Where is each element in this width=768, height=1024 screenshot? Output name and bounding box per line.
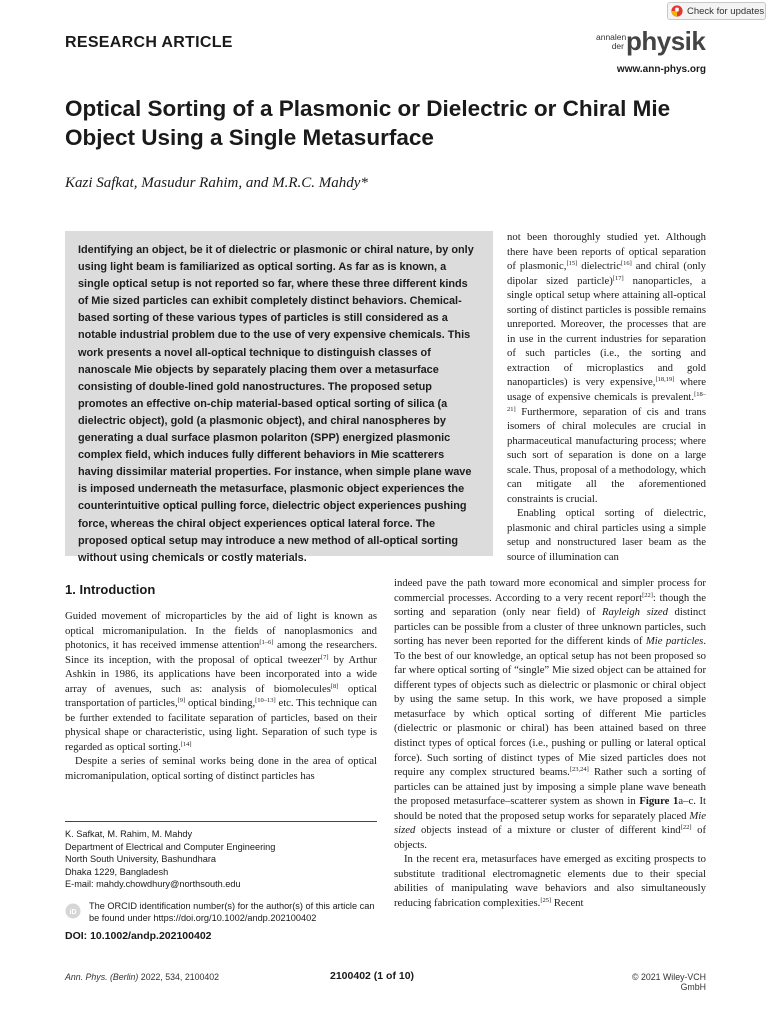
affiliation-block (65, 828, 377, 891)
intro-paragraph-2: Despite a series of seminal works being done in the area of optical micromanipulation, optical sorting of distinct particles has (65, 755, 377, 783)
abstract-text: Identifying an object, be it of dielectric or plasmonic or chiral nature, by only using light beam is familiarized as optical sorting. As far as is known, a single optical setup is not reported so far, where these three different kinds of Mie sized particles can exhibit completely distinct behaviors. Chemical-based sorting of these various types of particles is still considered as a notable industrial problem due to the use of very expensive chemicals. This work presents a novel all-optical technique to distinguish classes of nanoscale Mie objects by separately placing them over a metasurface consisting of double-lined gold nanostructures. The proposed setup promotes an effective on-chip material-based optical sorting of silica (a dielectric object), gold (a plasmonic object), and chiral nanospheres by generating a dual surface plasmon polariton (SPP) energized plasmonic complex field, which induces fully different behaviors in Mie scatterers having dissimilar material properties. For instance, when simple plane wave is imposed underneath the metasurface, plasmonic object experiences the counterintuitive optical pulling force, dielectric object experiences pushing force, whereas the chiral object experiences optical lateral force. The proposed optical setup may introduce a new method of all-optical sorting without using chemicals or costly materials. (78, 244, 474, 564)
orcid-icon (65, 903, 81, 919)
citation[interactable]: [18–21] (507, 391, 706, 413)
section-label: RESEARCH ARTICLE (65, 34, 233, 51)
doi-link[interactable]: DOI: 10.1002/andp.202100402 (65, 930, 212, 942)
affiliation-city: Dhaka 1229, Bangladesh (65, 866, 169, 877)
citation[interactable]: [1–6] (259, 639, 274, 647)
citation[interactable]: [16] (621, 260, 632, 268)
affiliation-department: Department of Electrical and Computer Engineering (65, 841, 276, 852)
citation[interactable]: [14] (180, 740, 192, 748)
intro-paragraph-enabling-head: Enabling optical sorting of dielectric, plasmonic and chiral particles using a simple setup and nonstructured laser beam as the source of illumination can (507, 507, 706, 564)
intro-paragraph-1: Guided movement of microparticles by the aid of light is known as optical micromanipulation. In the fields of nanoplasmonics and photonics, it has received immense attention[1–6] among the researchers. Since its inception, with the proposal of optical tweezer[7] by Arthur Ashkin in 1986, its applications have been incorporated into a wide array of avenues, such as: analysis of biomolecules[8] optical transportation of particles,[9] optical binding,[10–13] etc. This technique can be further extended to facilitate separation of particles, based on their physical shape or characteristic, using light. Separation of such type is regarded as optical sorting.[14] (65, 610, 378, 753)
affiliation-names: K. Safkat, M. Rahim, M. Mahdy (65, 829, 193, 839)
footnote-divider (65, 821, 377, 822)
journal-logo-prefix: annalen der (596, 32, 627, 51)
intro-left-column (65, 609, 377, 784)
citation[interactable]: [8] (330, 682, 339, 690)
journal-logo (596, 26, 706, 62)
affiliation-university: North South University, Bashundhara (65, 854, 216, 865)
affiliation-email[interactable]: E-mail: mahdy.chowdhury@northsouth.edu (65, 879, 241, 890)
intro-continuation-paragraph: not been thoroughly studied yet. Although there have been reports of optical separation of plasmonic,[15] dielectric[16] and chiral (only dipolar sized particle)[17] nanoparticles, a single optical setup where attaining all-optical sorting of distinct particles is possible remains unreported. Moreover, the processes that are in use in the current industries for separation of such particles (i.e., the sorting and extraction of microplastics and gold nanoparticles) is very expensive,[18,19] where usage of expensive chemicals is prevalent.[18–21] Furthermore, separation of cis and trans isomers of chiral molecules are crucial in pharmaceutical manufacturing process; where such sort of separation is done on a large scale. Thus, proposal of a methodology, which can mitigate all the aforementioned constraints is crucial. (507, 231, 707, 505)
citation[interactable]: [15] (566, 260, 578, 268)
check-for-updates-badge[interactable] (667, 2, 766, 20)
section-heading-introduction: 1. Introduction (65, 582, 156, 597)
abstract-box (65, 231, 493, 564)
journal-logo-name: physik (626, 26, 706, 56)
citation[interactable]: [9] (177, 697, 186, 705)
orcid-note[interactable]: The ORCID identification number(s) for the author(s) of this article can be found under https://doi.org/10.1002/andp.202100402 (89, 901, 375, 924)
footer-page-number: 2100402 (1 of 10) (330, 970, 415, 982)
citation[interactable]: [18,19] (655, 376, 675, 384)
svg-text:iD: iD (69, 908, 77, 916)
intro-paragraph-enabling-body: indeed pave the path toward more economical and simpler process for commercial processes. According to a very recent report[22]: though the sorting and separation (only near field) of Rayleigh sized distinct particles can be possible from a cluster of three unknown particles, such sorting has never been reported for the different kinds of Mie particles. To the best of our knowledge, an optical setup has not been proposed so far where optical sorting of “single” Mie sized object can be attained for different types of objects such as dielectric or plasmonic or chiral object by using the same setup. In this work, we have proposed a simple metasurface by which optical sorting of different Mie particles (dielectric or plasmonic or chiral) has been attained based on three distinct types of optical forces (i.e., pushing or pulling or lateral optical force). Such sorting of distinct types of Mie sized particles does not require any complex structured beams.[23,24] Rather such a sorting of particles can be attained just by imposing a simple plane wave beneath the proposed metasurface–scatterer system as shown in Figure 1a–c. It should be noted that the proposed setup works for separately placed Mie sized objects instead of a mixture or cluster of different kind[22] of objects. (394, 577, 706, 851)
intro-paragraph-metasurfaces: In the recent era, metasurfaces have emerged as exciting prospects to substitute traditional electromagnetic elements due to their special abilities of manipulating wave behaviors and also simultaneously reducing fabrication complexities.[25] Recent (394, 853, 706, 910)
crossmark-icon (671, 5, 683, 17)
check-for-updates-label: Check for updates (687, 5, 765, 17)
citation[interactable]: [22] (680, 824, 692, 832)
article-authors: Kazi Safkat, Masudur Rahim, and M.R.C. Mahdy* (65, 175, 368, 191)
intro-right-column-top (507, 230, 706, 565)
citation[interactable]: [17] (612, 274, 624, 282)
intro-right-column-bottom (394, 576, 706, 911)
citation[interactable]: [22] (642, 591, 653, 599)
citation[interactable]: [23,24] (569, 766, 589, 774)
citation[interactable]: [10–13] (255, 697, 276, 705)
figure-link[interactable]: Figure 1 (639, 795, 679, 808)
citation[interactable]: [25] (540, 897, 552, 905)
journal-url[interactable]: www.ann-phys.org (616, 64, 706, 75)
footer-copyright: © 2021 Wiley-VCH GmbH (632, 972, 706, 992)
citation[interactable]: [7] (320, 653, 329, 661)
footer-citation: Ann. Phys. (Berlin) 2022, 534, 2100402 (65, 972, 220, 982)
article-title: Optical Sorting of a Plasmonic or Dielectric or Chiral Mie Object Using a Single Metasurface (65, 96, 671, 150)
